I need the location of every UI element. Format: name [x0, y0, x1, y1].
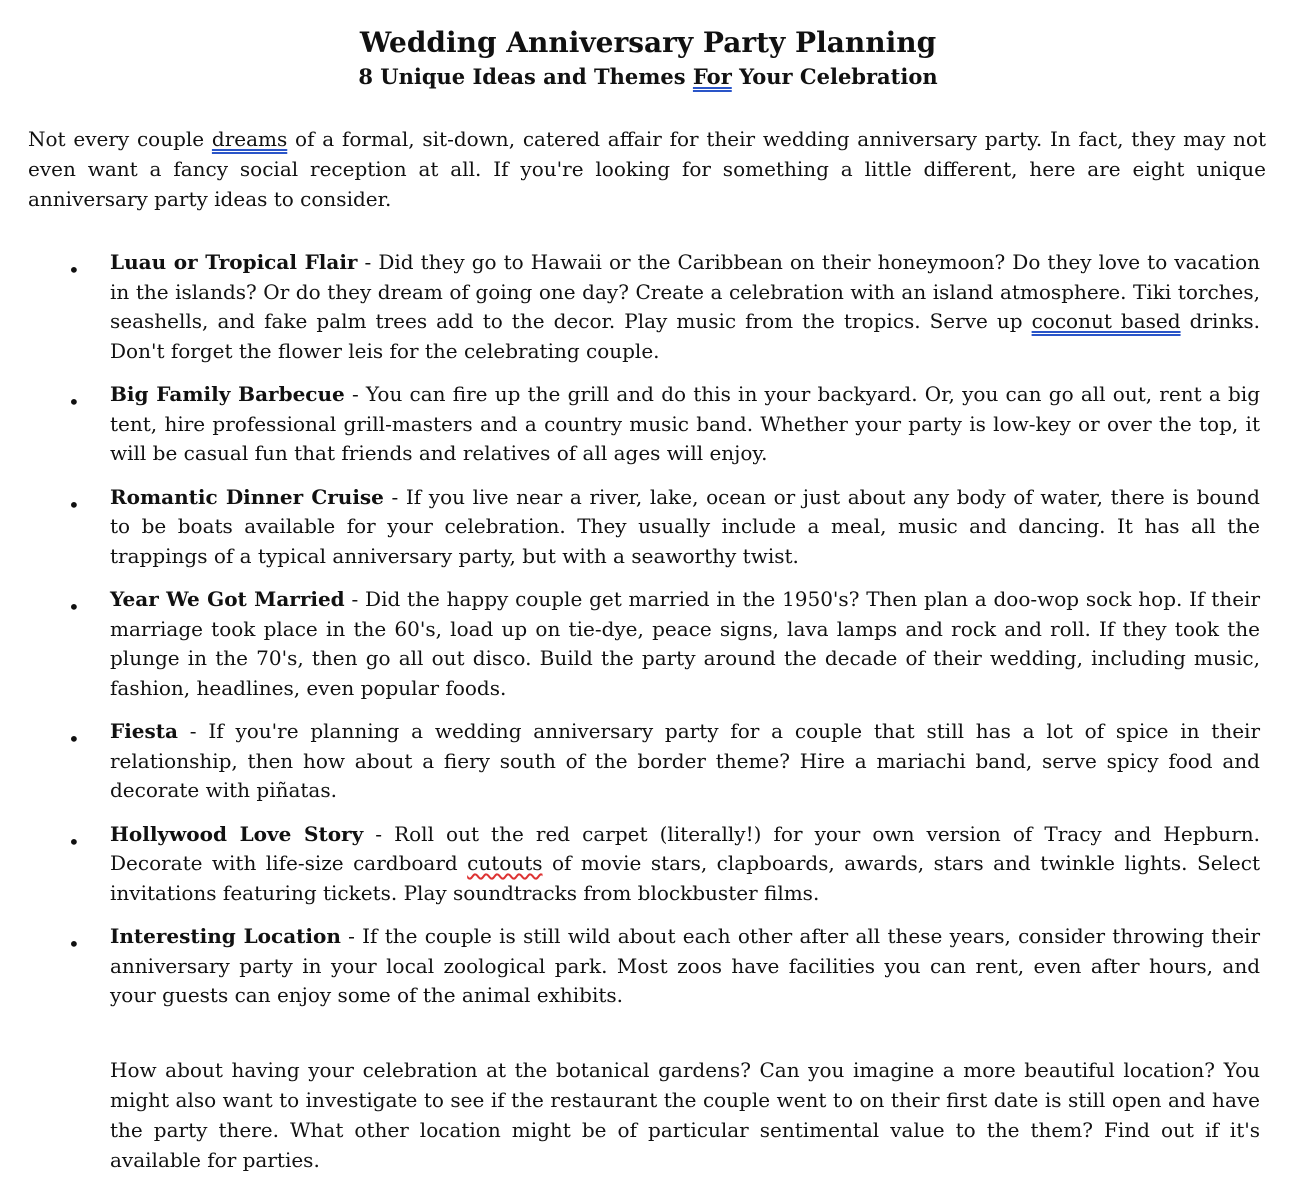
bullet-icon: • — [68, 390, 80, 414]
bullet-icon: • — [68, 492, 80, 517]
ideas-list — [0, 248, 1296, 1025]
intro-dreams-word: dreams — [211, 127, 288, 151]
list-item-misspelled-word: cutouts — [467, 851, 543, 875]
bullet-icon: • — [68, 258, 80, 282]
list-item-text — [110, 483, 1260, 572]
list-item-title: Luau or Tropical Flair — [110, 250, 358, 274]
list-item-title: Year We Got Married — [110, 587, 345, 611]
list-item-body-end: of movie stars, clapboards, awards, stars and twinkle lights. Select invitations featuring tickets. Play soundtracks from blockbuster films. — [110, 851, 1260, 905]
bullet-icon: • — [68, 727, 80, 751]
subtitle-post: Your Celebration — [731, 64, 938, 89]
subtitle-pre: 8 Unique Ideas and Themes — [358, 64, 693, 89]
list-item-body: - If you're planning a wedding anniversary party for a couple that still has a lot of spice in their relationship, then how about a fiery south of the border theme? Hire a mariachi band, serve spicy food and decorate with piñatas. — [110, 719, 1260, 802]
list-item-body: - Roll out the red carpet (literally!) for your own version of Tracy and Hepburn. Decorate with life-size cardboard — [110, 821, 1260, 875]
bullet-icon: • — [68, 829, 80, 854]
list-item-text — [110, 585, 1260, 703]
list-item-body: - Did they go to Hawaii or the Caribbean on their honeymoon? Do they love to vacation in the islands? Or do they dream of going one day? Create a celebration with an island atmosphere. Tiki torches, seashells, and fake palm trees add to the decor. Play music from the tropics. Serve up — [110, 250, 1260, 333]
list-item-text — [110, 248, 1260, 366]
list-item-location — [0, 922, 1296, 1011]
intro-post: of a formal, sit-down, catered affair for their wedding anniversary party. In fact, they may not even want a fancy social reception at all. If you're looking for something a little different, here are eight unique anniversary party ideas to consider. — [28, 127, 1266, 211]
list-item-body: - You can fire up the grill and do this in your backyard. Or, you can go all out, rent a big tent, hire professional grill-masters and a country music band. Whether your party is low-key or over the top, it will be casual fun that friends and relatives of all ages will enjoy. — [110, 382, 1260, 465]
list-item-year-married — [0, 585, 1296, 703]
document-title: Wedding Anniversary Party Planning — [359, 26, 937, 59]
list-item-text — [110, 922, 1260, 1011]
list-item-title: Big Family Barbecue — [110, 382, 345, 406]
list-item-body: - Did the happy couple get married in the 1950's? Then plan a doo-wop sock hop. If their marriage took place in the 60's, load up on tie-dye, peace signs, lava lamps and rock and roll. If they took the plunge in the 70's, then go all out disco. Build the party around the decade of their wedding, including music, fashion, headlines, even popular foods. — [110, 587, 1261, 700]
list-item-title: Fiesta — [110, 719, 178, 743]
list-item-text — [110, 717, 1260, 806]
document-subtitle — [0, 63, 1296, 91]
list-item-fiesta — [0, 717, 1296, 806]
list-item-hollywood — [0, 820, 1296, 909]
list-item-text — [110, 380, 1260, 469]
list-item-title: Romantic Dinner Cruise — [110, 484, 384, 509]
list-item-title: Interesting Location — [110, 924, 341, 948]
list-item-body: - If the couple is still wild about each other after all these years, consider throwing their anniversary party in your local zoological park. Most zoos have facilities you can rent, even after hours, and your guests can enjoy some of the animal exhibits. — [110, 924, 1261, 1007]
list-item-marked-phrase: coconut based — [1031, 309, 1181, 333]
list-item-barbecue — [0, 380, 1296, 469]
bullet-icon: • — [68, 932, 80, 956]
list-item-text — [110, 820, 1260, 909]
list-item-cruise — [0, 483, 1296, 572]
subtitle-for-word: For — [692, 64, 732, 89]
list-item-luau — [0, 248, 1296, 366]
intro-paragraph — [28, 124, 1266, 214]
list-item-title: Hollywood Love Story — [110, 821, 364, 846]
bullet-icon: • — [68, 595, 80, 619]
list-item-body: - If you live near a river, lake, ocean or just about any body of water, there is bound to be boats available for your celebration. They usually include a meal, music and dancing. It has all the trappings of a typical anniversary party, but with a seaworthy twist. — [110, 484, 1260, 568]
closing-paragraph: How about having your celebration at the botanical gardens? Can you imagine a more beautiful location? You might also want to investigate to see if the restaurant the couple went to on their first date is still open and have the party there. What other location might be of particular sentimental value to the them? Find out if it's available for parties. — [110, 1058, 1260, 1172]
list-item-body-end: drinks. Don't forget the flower leis for the celebrating couple. — [110, 309, 1260, 363]
intro-pre: Not every couple — [28, 127, 212, 151]
